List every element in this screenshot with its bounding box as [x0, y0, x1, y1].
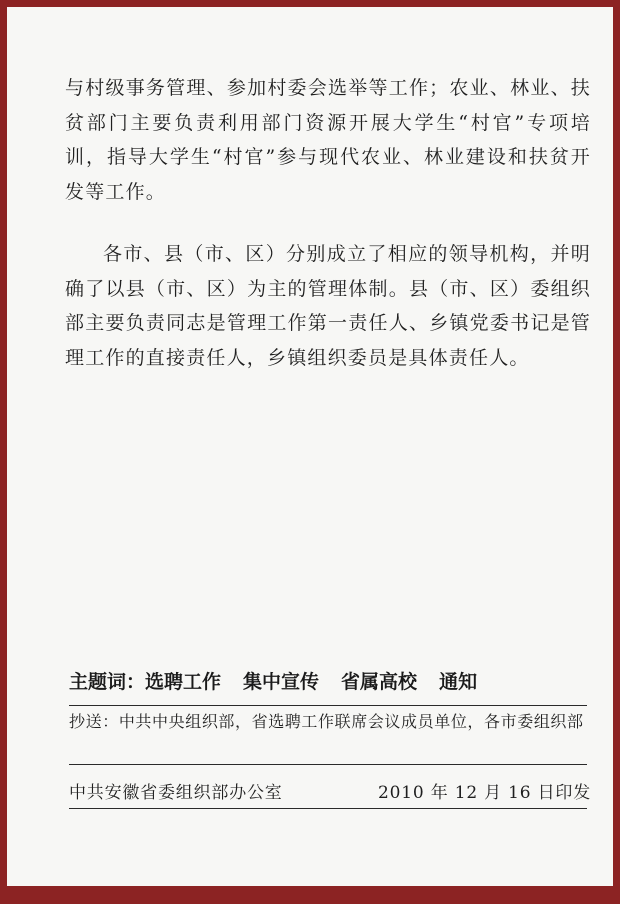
footer-divider — [69, 808, 587, 809]
footer-divider — [69, 764, 587, 765]
body-paragraph-1: 与村级事务管理、参加村委会选举等工作；农业、林业、扶贫部门主要负责利用部门资源开展大学生“村官”专项培训，指导大学生“村官”参与现代农业、林业建设和扶贫开发等工作。 — [65, 77, 591, 203]
keywords-label: 主题词： — [69, 671, 146, 693]
body-paragraph-2: 各市、县（市、区）分别成立了相应的领导机构，并明确了以县（市、区）为主的管理体制。县（市、区）委组织部主要负责同志是管理工作第一责任人、乡镇党委书记是管理工作的直接责任人，乡镇组织委员是具体责任人。 — [65, 243, 591, 369]
keyword: 通知 — [439, 671, 478, 693]
cc-label: 抄送： — [69, 712, 119, 731]
print-date: 2010 年 12 月 16 日印发 — [378, 783, 591, 803]
footer-divider — [69, 705, 587, 706]
issuer-line — [69, 778, 591, 803]
keyword: 集中宣传 — [243, 671, 320, 693]
cc-distribution — [69, 712, 591, 732]
keyword: 选聘工作 — [145, 671, 222, 693]
cc-recipients: 中共中央组织部，省选聘工作联席会议成员单位，各市委组织部 — [118, 712, 584, 731]
keyword: 省属高校 — [341, 671, 418, 693]
subject-keywords — [69, 667, 591, 694]
issuing-office: 中共安徽省委组织部办公室 — [69, 783, 283, 803]
document-page — [7, 7, 613, 886]
